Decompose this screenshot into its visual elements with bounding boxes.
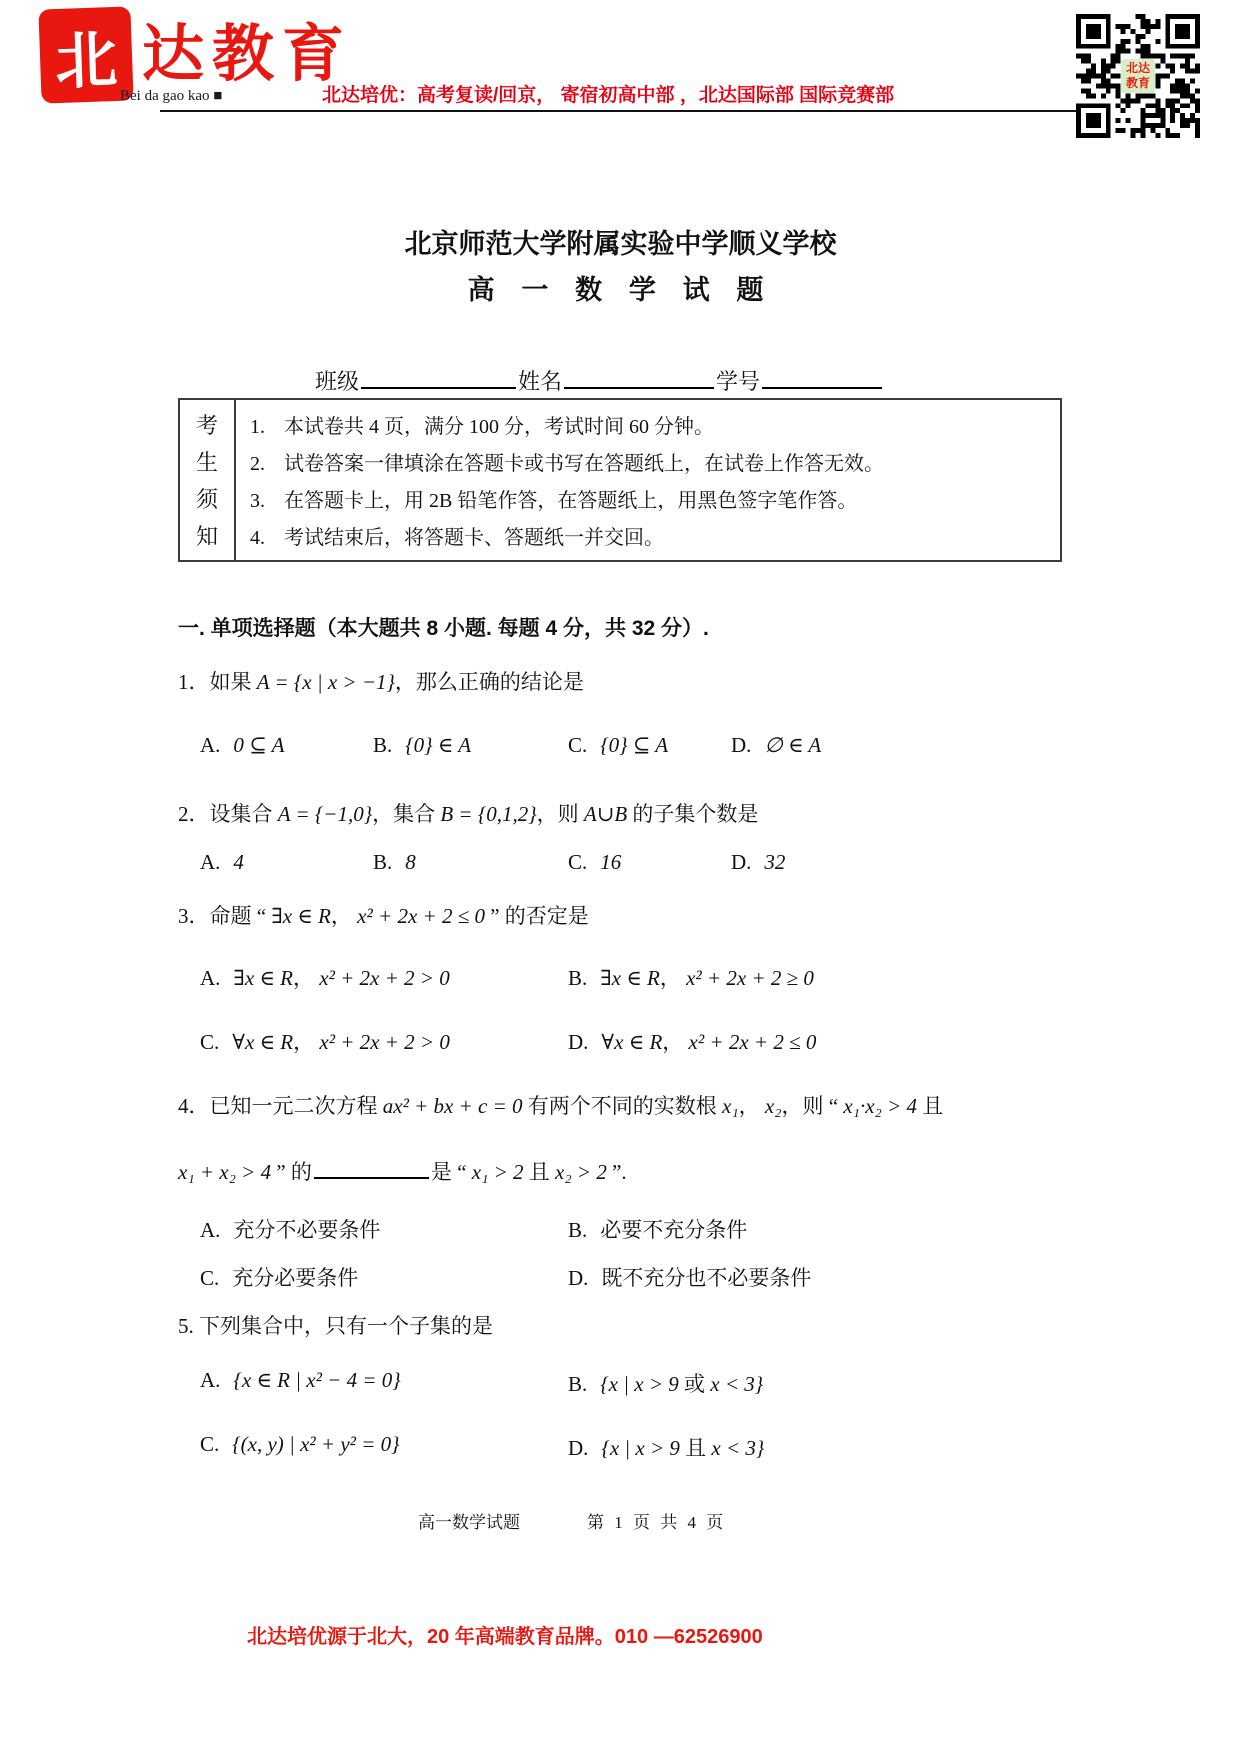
text-segment: ” 的否定是 xyxy=(484,904,589,928)
option-value xyxy=(232,1266,358,1290)
question-4-lead-line1 xyxy=(178,1090,943,1120)
notice-item-text: 考试结束后，将答题卡、答题纸一并交回。 xyxy=(284,527,664,549)
question-2-options xyxy=(178,850,1078,882)
option-value xyxy=(600,733,668,757)
option-label: B. xyxy=(568,966,588,990)
option-c xyxy=(200,1262,358,1292)
text-segment: ， xyxy=(293,1030,320,1054)
option-label: B. xyxy=(568,1372,588,1396)
math-segment: x₁ xyxy=(722,1094,739,1118)
option-label: C. xyxy=(200,1266,220,1290)
math-segment: x₁ + x₂ > 4 xyxy=(178,1160,272,1185)
option-a xyxy=(200,733,284,758)
notice-item xyxy=(250,410,1052,439)
math-segment: A = {−1,0} xyxy=(277,802,373,826)
text-segment: 3．命题 “ xyxy=(178,904,272,928)
option-label: C. xyxy=(200,1030,220,1054)
notice-item xyxy=(250,447,1052,476)
notice-side-char: 须 xyxy=(195,487,218,512)
option-a xyxy=(200,850,244,875)
option-label: D. xyxy=(731,733,752,757)
text-segment: 且 xyxy=(523,1160,556,1185)
text-segment: 班级 xyxy=(315,369,360,395)
math-segment: x² + 2x + 2 ≤ 0 xyxy=(357,904,485,928)
option-value xyxy=(233,733,284,757)
math-segment: ∀x ∈ R xyxy=(232,1030,294,1054)
text-segment: ， xyxy=(330,904,358,928)
brand-logo-subtitle: Bei da gao kao ■ xyxy=(120,88,223,104)
option-label: C. xyxy=(200,1432,220,1456)
math-segment: x₂ > 2 xyxy=(555,1160,607,1185)
question-4-options-row2 xyxy=(178,1262,1078,1294)
option-value xyxy=(232,1030,450,1054)
option-label: A. xyxy=(200,1368,221,1392)
option-c xyxy=(568,850,621,875)
blank-underline xyxy=(361,364,516,389)
math-segment: 16 xyxy=(600,850,622,874)
math-segment: 4 xyxy=(233,850,244,874)
math-segment: {x | x > 9 xyxy=(600,1372,679,1396)
question-4-options-row1 xyxy=(178,1214,1078,1246)
option-value xyxy=(405,733,471,757)
text-segment: 4．已知一元二次方程 xyxy=(178,1094,383,1118)
qr-label-line2: 教育 xyxy=(1125,76,1151,90)
math-segment: ∃x ∈ R xyxy=(233,966,294,990)
question-4-lead-line2 xyxy=(178,1155,627,1186)
candidate-notice-box xyxy=(178,398,1062,562)
header-divider xyxy=(160,110,1105,112)
option-b xyxy=(373,733,471,758)
option-value xyxy=(233,966,449,990)
question-2-lead xyxy=(178,798,758,828)
option-value xyxy=(233,850,244,874)
math-segment: x² + 2x + 2 > 0 xyxy=(319,966,450,990)
notice-side-char: 知 xyxy=(195,524,218,549)
text-segment: 且 xyxy=(917,1094,944,1118)
math-segment: {0} ⊆ A xyxy=(600,733,669,757)
option-value xyxy=(600,966,814,990)
option-label: B. xyxy=(568,1218,588,1242)
option-b xyxy=(568,1368,763,1398)
option-label: D. xyxy=(568,1030,589,1054)
math-segment: x < 3} xyxy=(711,1436,765,1460)
text-segment: 有两个不同的实数根 xyxy=(522,1094,723,1118)
question-5-lead xyxy=(178,1310,493,1340)
school-title: 北京师范大学附属实验中学顺义学校 xyxy=(404,229,837,259)
math-segment: 8 xyxy=(405,850,416,874)
option-value xyxy=(600,1218,747,1242)
brand-logo-text: 达教育 xyxy=(142,17,353,90)
math-segment: {x | x > 9 xyxy=(601,1436,680,1460)
text-segment: 既不充分也不必要条件 xyxy=(601,1266,812,1290)
question-1-lead xyxy=(178,666,584,696)
option-value xyxy=(233,1218,380,1242)
text-segment: ，集合 xyxy=(372,802,441,826)
question-3-lead xyxy=(178,900,589,930)
math-segment: ax² + bx + c = 0 xyxy=(382,1094,523,1118)
notice-item-text: 本试卷共 4 页，满分 100 分，考试时间 60 分钟。 xyxy=(284,416,714,438)
notice-items xyxy=(236,400,1060,560)
option-c xyxy=(200,1026,450,1056)
text-segment: ， xyxy=(738,1094,765,1118)
math-segment: {0} ∈ A xyxy=(405,733,472,757)
question-3-options-row1 xyxy=(178,962,1078,994)
option-value xyxy=(601,1436,764,1460)
math-segment: ∃x ∈ R xyxy=(271,904,331,928)
notice-side-char: 生 xyxy=(195,450,218,475)
seal-character: 北 xyxy=(53,22,119,98)
option-value xyxy=(764,733,821,757)
option-d xyxy=(568,1026,816,1056)
option-c xyxy=(568,733,668,758)
text-segment: 是 “ xyxy=(430,1160,472,1185)
option-label: B. xyxy=(373,733,393,757)
notice-item-number: 4. xyxy=(250,527,265,549)
option-a xyxy=(200,1214,380,1244)
text-segment: 学号 xyxy=(716,369,761,395)
text-segment: 1．如果 xyxy=(178,670,257,694)
exam-title: 高 一 数 学 试 题 xyxy=(467,275,774,305)
brand-footer-line: 北达培优源于北大，20 年高端教育品牌。010 —62526900 xyxy=(247,1626,763,1648)
brand-tagline: 北达培优：高考复读/回京， 寄宿初高中部 ，北达国际部 国际竞赛部 xyxy=(322,85,895,106)
option-value xyxy=(600,1372,763,1396)
option-d xyxy=(731,733,821,758)
text-segment: ” 的 xyxy=(271,1160,312,1185)
option-value xyxy=(232,1432,399,1456)
footer-page-number: 第 1 页 共 4 页 xyxy=(587,1513,727,1532)
notice-item-text: 试卷答案一律填涂在答题卡或书写在答题纸上，在试卷上作答无效。 xyxy=(284,453,884,475)
option-label: A. xyxy=(200,850,221,874)
math-segment: 32 xyxy=(764,850,786,874)
option-d xyxy=(731,850,785,875)
math-segment: ∅ ∈ A xyxy=(764,733,822,757)
notice-item-text: 在答题卡上，用 2B 铅笔作答，在答题纸上，用黑色签字笔作答。 xyxy=(284,490,858,512)
math-segment: x² + 2x + 2 > 0 xyxy=(319,1030,450,1054)
math-segment: A∪B xyxy=(583,802,628,826)
math-segment: ∃x ∈ R xyxy=(600,966,660,990)
notice-side-char: 考 xyxy=(195,413,218,438)
math-segment: x₁·x₂ > 4 xyxy=(843,1094,918,1118)
text-segment: ”. xyxy=(606,1160,627,1185)
option-label: D. xyxy=(568,1266,589,1290)
math-segment: x₁ > 2 xyxy=(471,1160,524,1185)
math-segment: x₂ xyxy=(764,1094,782,1118)
brand-seal-icon xyxy=(40,8,131,101)
math-segment: x < 3} xyxy=(710,1372,764,1396)
blank-underline xyxy=(762,364,882,389)
notice-item-number: 1. xyxy=(250,416,265,438)
option-label: A. xyxy=(200,966,221,990)
math-segment: {(x, y) | x² + y² = 0} xyxy=(232,1432,400,1456)
option-label: D. xyxy=(731,850,752,874)
qr-code xyxy=(1076,14,1200,138)
text-segment: 姓名 xyxy=(518,369,563,395)
math-segment: x² + 2x + 2 ≥ 0 xyxy=(686,966,814,990)
question-5-options-row2 xyxy=(178,1432,1078,1464)
math-segment: B = {0,1,2} xyxy=(440,802,537,826)
qr-label-line1: 北达 xyxy=(1125,61,1151,75)
option-b xyxy=(568,1214,747,1244)
notice-side-label xyxy=(180,400,236,560)
option-value xyxy=(601,1030,816,1054)
text-segment: 5. 下列集合中，只有一个子集的是 xyxy=(178,1314,493,1338)
text-segment: ，则 xyxy=(536,802,584,826)
option-c xyxy=(200,1432,400,1457)
student-info-line xyxy=(315,364,884,396)
option-b xyxy=(373,850,416,875)
text-segment: 充分不必要条件 xyxy=(233,1218,381,1242)
option-value xyxy=(601,1266,811,1290)
option-value xyxy=(405,850,416,874)
option-label: C. xyxy=(568,733,588,757)
option-value xyxy=(233,1368,400,1392)
qr-center-label xyxy=(1121,59,1155,93)
notice-item xyxy=(250,521,1052,550)
text-segment: ， xyxy=(662,1030,689,1054)
math-segment: ∀x ∈ R xyxy=(601,1030,663,1054)
option-label: B. xyxy=(373,850,393,874)
blank-underline xyxy=(314,1155,429,1179)
text-segment: 必要不充分条件 xyxy=(600,1218,748,1242)
text-segment: ， xyxy=(293,966,320,990)
math-segment: x² + 2x + 2 ≤ 0 xyxy=(688,1030,817,1054)
option-a xyxy=(200,962,450,992)
option-d xyxy=(568,1432,764,1462)
notice-item-number: 2. xyxy=(250,453,265,475)
math-segment: A = {x | x > −1} xyxy=(256,670,395,694)
option-label: A. xyxy=(200,1218,221,1242)
text-segment: 2．设集合 xyxy=(178,802,278,826)
text-segment: 的子集个数是 xyxy=(627,802,759,826)
option-d xyxy=(568,1262,811,1292)
text-segment: ，那么正确的结论是 xyxy=(394,670,584,694)
math-segment: {x ∈ R | x² − 4 = 0} xyxy=(233,1368,401,1392)
question-1-options xyxy=(178,733,1078,765)
option-label: C. xyxy=(568,850,588,874)
option-value xyxy=(600,850,621,874)
notice-item-number: 3. xyxy=(250,490,265,512)
notice-item xyxy=(250,484,1052,513)
section-heading: 一. 单项选择题（本大题共 8 小题. 每题 4 分，共 32 分）. xyxy=(178,617,709,640)
blank-underline xyxy=(564,364,714,389)
text-segment: 充分必要条件 xyxy=(232,1266,359,1290)
text-segment: 且 xyxy=(679,1436,712,1460)
option-b xyxy=(568,962,814,992)
question-5-options-row1 xyxy=(178,1368,1078,1400)
text-segment: ， xyxy=(659,966,687,990)
option-label: D. xyxy=(568,1436,589,1460)
text-segment: 或 xyxy=(678,1372,711,1396)
option-label: A. xyxy=(200,733,221,757)
math-segment: 0 ⊆ A xyxy=(233,733,285,757)
question-3-options-row2 xyxy=(178,1026,1078,1058)
option-a xyxy=(200,1368,401,1393)
footer-exam-name: 高一数学试题 xyxy=(418,1513,520,1532)
option-value xyxy=(764,850,785,874)
text-segment: ，则 “ xyxy=(781,1094,844,1118)
